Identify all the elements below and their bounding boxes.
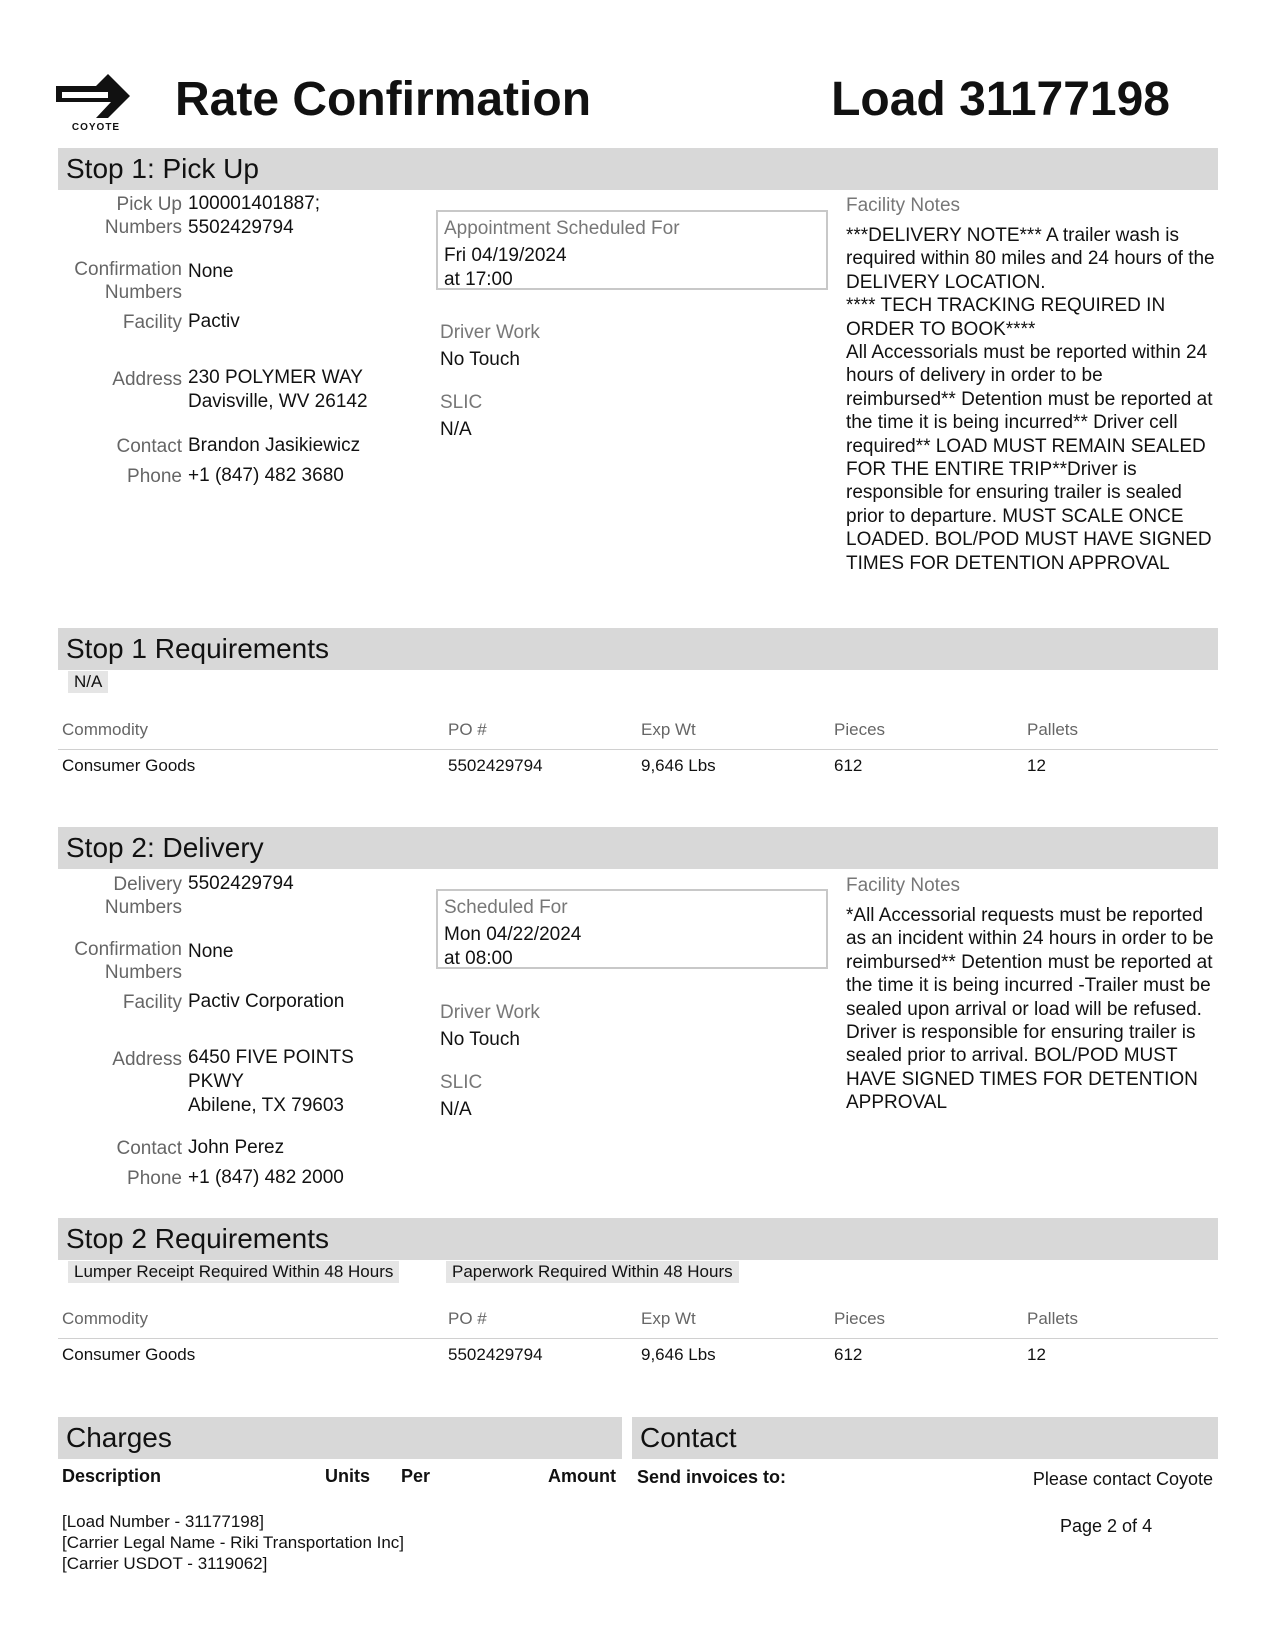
stop1-confirmation-label: Confirmation Numbers [74, 259, 182, 303]
stop1-col-pieces: Pieces [834, 720, 886, 739]
stop1-driver-work-label: Driver Work [440, 322, 540, 343]
stop2-requirements-heading: Stop 2 Requirements [58, 1218, 1218, 1260]
stop2-facility-label: Facility [122, 992, 182, 1013]
stop1-col-commodity: Commodity [62, 720, 148, 739]
stop1-table-divider [58, 749, 1218, 750]
stop2-heading: Stop 2: Delivery [58, 827, 1218, 869]
stop2-phone-label: Phone [127, 1168, 182, 1189]
stop1-requirement-tag: N/A [68, 671, 108, 693]
stop2-col-pieces: Pieces [834, 1309, 886, 1328]
coyote-logo [56, 72, 136, 136]
stop1-phone-label: Phone [127, 466, 182, 487]
stop1-slic-label: SLIC [440, 392, 483, 413]
stop1-col-po: PO # [448, 720, 487, 739]
charges-col-per: Per [401, 1466, 431, 1486]
pickup-numbers-value: 100001401887; 5502429794 [188, 193, 321, 238]
stop1-address-value: 230 POLYMER WAY Davisville, WV 26142 [188, 367, 368, 412]
stop1-appointment-box: Appointment Scheduled For Fri 04/19/2024 at 17:00 [436, 210, 828, 290]
stop2-col-expwt: Exp Wt [641, 1309, 696, 1328]
charges-heading: Charges [58, 1417, 622, 1459]
stop2-appointment-box: Scheduled For Mon 04/22/2024 at 08:00 [436, 889, 828, 969]
charges-col-units: Units [325, 1466, 370, 1486]
stop2-confirmation-label: Confirmation Numbers [74, 939, 182, 983]
stop2-slic-value: N/A [440, 1099, 472, 1120]
stop2-slic-label: SLIC [440, 1072, 483, 1093]
stop1-cell-po: 5502429794 [448, 756, 543, 775]
stop1-cell-commodity: Consumer Goods [62, 756, 196, 775]
stop2-confirmation-value: None [188, 941, 234, 962]
coyote-logo-icon [56, 72, 136, 122]
page-number: Page 2 of 4 [1060, 1516, 1153, 1536]
send-invoices-label: Send invoices to: [637, 1467, 787, 1487]
stop1-notes-text: ***DELIVERY NOTE*** A trailer wash is required within 80 miles and 24 hours of the DELIVERY LOCATION. **** TECH TRACKING REQUIRED IN ORDER TO BOOK**** All Accessorials must be reported within 24 hours of delivery in order to be reimbursed** Detention must be reported at the time it is being incurred** Driver cell required** LOAD MUST REMAIN SEALED FOR THE ENTIRE TRIP**Driver is responsible for ensuring trailer is sealed prior to departure. MUST SCALE ONCE LOADED. BOL/POD MUST HAVE SIGNED TIMES FOR DETENTION APPROVAL [846, 225, 1215, 574]
stop1-notes-label: Facility Notes [846, 195, 961, 216]
stop2-notes-text: *All Accessorial requests must be reported as an incident within 24 hours in order to be reimbursed** Detention must be reported at the time it is being incurred -Trailer must be sealed upon arrival or load will be refused. Driver is responsible for ensuring trailer is sealed prior to arrival. BOL/POD MUST HAVE SIGNED TIMES FOR DETENTION APPROVAL [846, 905, 1219, 1114]
stop2-address-value: 6450 FIVE POINTS PKWY Abilene, TX 79603 [188, 1047, 354, 1116]
page-title: Rate Confirmation [175, 73, 592, 126]
contact-heading: Contact [632, 1417, 1218, 1459]
stop2-notes-label: Facility Notes [846, 875, 961, 896]
stop1-driver-work-value: No Touch [440, 349, 520, 370]
stop2-col-pallets: Pallets [1027, 1309, 1079, 1328]
stop2-cell-commodity: Consumer Goods [62, 1345, 196, 1364]
footer-carrier-info: [Load Number - 31177198] [Carrier Legal Name - Riki Transportation Inc] [Carrier USDOT - 3119062] [62, 1512, 405, 1573]
stop2-cell-pieces: 612 [834, 1345, 863, 1364]
stop1-slic-value: N/A [440, 419, 472, 440]
stop2-address-label: Address [112, 1049, 182, 1070]
stop1-confirmation-value: None [188, 261, 234, 282]
send-invoices-value: Please contact Coyote [1032, 1469, 1213, 1489]
stop2-contact-label: Contact [116, 1138, 182, 1159]
stop2-col-po: PO # [448, 1309, 487, 1328]
stop1-phone-value: +1 (847) 482 3680 [188, 465, 344, 486]
stop1-cell-pallets: 12 [1027, 756, 1046, 775]
stop2-requirement-tag-paperwork: Paperwork Required Within 48 Hours [446, 1261, 739, 1283]
stop1-col-expwt: Exp Wt [641, 720, 696, 739]
stop1-contact-label: Contact [116, 436, 182, 457]
delivery-numbers-label: Delivery Numbers [104, 874, 182, 918]
stop2-cell-pallets: 12 [1027, 1345, 1046, 1364]
stop2-col-commodity: Commodity [62, 1309, 148, 1328]
stop1-requirements-heading: Stop 1 Requirements [58, 628, 1218, 670]
stop2-cell-po: 5502429794 [448, 1345, 543, 1364]
stop1-facility-label: Facility [122, 312, 182, 333]
stop1-heading: Stop 1: Pick Up [58, 148, 1218, 190]
stop2-requirement-tag-lumper: Lumper Receipt Required Within 48 Hours [68, 1261, 399, 1283]
stop2-contact-value: John Perez [188, 1137, 285, 1158]
stop1-facility-value: Pactiv [188, 311, 240, 332]
charges-col-description: Description [62, 1466, 162, 1486]
stop1-col-pallets: Pallets [1027, 720, 1079, 739]
delivery-numbers-value: 5502429794 [188, 873, 294, 894]
charges-col-amount: Amount [548, 1466, 616, 1486]
brand-text: COYOTE [71, 122, 121, 133]
pickup-numbers-label: Pick Up Numbers [104, 194, 182, 238]
stop2-table-divider [58, 1338, 1218, 1339]
stop2-cell-expwt: 9,646 Lbs [641, 1345, 716, 1364]
stop2-driver-work-label: Driver Work [440, 1002, 540, 1023]
stop2-facility-value: Pactiv Corporation [188, 991, 345, 1012]
load-number: Load 31177198 [831, 73, 1170, 126]
stop1-contact-value: Brandon Jasikiewicz [188, 435, 361, 456]
stop1-cell-pieces: 612 [834, 756, 863, 775]
stop1-cell-expwt: 9,646 Lbs [641, 756, 716, 775]
stop1-address-label: Address [112, 369, 182, 390]
stop2-driver-work-value: No Touch [440, 1029, 520, 1050]
stop2-phone-value: +1 (847) 482 2000 [188, 1167, 344, 1188]
